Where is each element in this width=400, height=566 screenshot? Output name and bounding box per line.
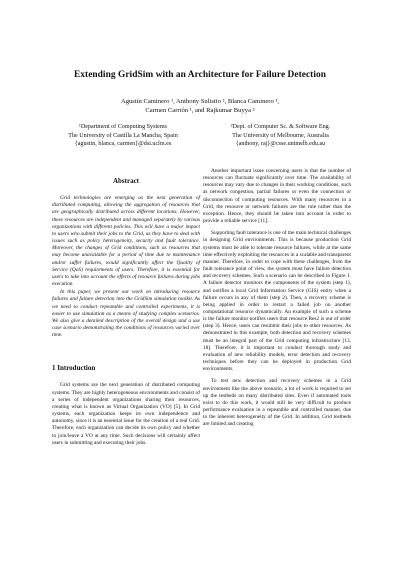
affiliation-email: {anthony, raj}@csse.unimelb.edu.au xyxy=(235,141,326,148)
abstract-paragraph: Grid technologies are emerging as the next generation of distributed computing, allowing the aggregation of resources that are geographically distributed across different locations. However, these resources are independent and managed separately by various organizations with different policies. This will have a major impact to users who submit their jobs to the Grid, as they have to deal with issues such as policy heterogeneity, security and fault tolerance. Moreover, the changes of Grid conditions, such as resources that may become unavailable for a period of time due to maintenance and/or suffer failures, would significantly affect the Quality of Service (QoS) requirements of users. Therefore, it is essential for users to take into account the effects of resource failures during jobs execution. xyxy=(52,195,200,288)
body-paragraph: Grid systems are the next generation of distributed computing systems. They are highly heterogeneous environments and consist of a series of independent organizations sharing their resources, creating what is known as Virtual Organization (VO) [5]. In Grid systems, each organization keeps its own independence and autonomy, since it is an essential issue for the creation of a real Grid. Therefore, each organization can decide its own policy and whether to join/leave a VO at any time. Such decisions will certainly affect users in submitting and executing their jobs. xyxy=(52,382,200,446)
body-paragraph: Another important issue concerning users is that the number of resources can fluctuate significantly over time. The availability of resources may vary due to changes in their working conditions, such as network congestion, partial failures or even the connection or disconnection of computing resources. With many resources in a Grid, the resource or network failures are the rule rather than the exception. Hence, they should be taken into account in order to provide a reliable service [11]. xyxy=(203,168,351,225)
affiliation-melbourne xyxy=(203,123,358,149)
body-paragraph: To test new detection and recovery schemes in a Grid environment like the above scenario, a lot of work is required to set up the testbeds on many distributed sites. Even if automated tools exist to do this work, it would still be very difficult to produce performance evaluation in a repeatable and controlled manner, due to the inherent heterogeneity of the Grid. In addition, Grid testbeds are limited and creating xyxy=(203,378,351,428)
affiliation-line: ²Dept. of Computer Sc. & Software Eng. xyxy=(230,124,331,130)
affiliation-uclm xyxy=(48,123,198,149)
author-list xyxy=(0,97,400,115)
authors-line-1: Agustín Caminero ¹, Anthony Sulistio ², Blanca Caminero ¹, xyxy=(120,98,280,105)
left-column xyxy=(52,178,200,452)
introduction-section xyxy=(52,365,200,447)
section-heading: 1 Introduction xyxy=(52,364,96,373)
abstract xyxy=(52,178,200,339)
authors-line-2: Carmen Carrión ¹, and Rajkumar Buyya ² xyxy=(145,107,255,114)
abstract-paragraph: In this paper, we present our work on introducing resource failures and failure detection into the GridSim simulation toolkit. As we need to conduct repeatable and controlled experiments, it is easier to use simulation as a means of studying complex scenarios. We also give a detailed description of the overall design and a use case scenario demonstrating the conditions of resources varied over time. xyxy=(52,289,200,339)
right-column xyxy=(203,168,351,433)
body-paragraph: Supporting fault tolerance is one of the main technical challenges in designing Grid environments. This is because production Grid systems must be able to tolerate resource failures, while at the same time effectively exploiting the resources in a scalable and transparent manner. Therefore, in order to cope with these challenges, from the fault tolerance point of view, the system must have failure detection and recovery schemes. Such a scenario can be described in Figure 1. A failure detector monitors the components of the system (step 1), and notifies a local Grid Information Service (GIS) entity when a failure occurs in any of them (step 2). Then, a recovery scheme is being applied in order to restart a failed job on another computational resource dynamically. An example of such a scheme is the failure monitor notifies users that resource Res2 is out of order (step 3). Hence, users can resubmit their jobs to other resources. As demonstrated in this example, both detection and recovery schemes must be an integral part of the Grid computing infrastructure [13, 18]. Therefore, it is important to conduct thorough study and evaluation of new reliability models, error detection and recovery techniques before they can be deployed in production Grid environments. xyxy=(203,230,351,373)
affiliation-email: {agustin, blanca, carmen}@dsi.uclm.es xyxy=(74,141,172,148)
paper-title: Extending GridSim with an Architecture for Failure Detection xyxy=(73,70,327,80)
affiliation-line: The University of Melbourne, Australia xyxy=(232,132,329,139)
affiliation-line: The University of Castilla La Mancha, Spain xyxy=(68,132,178,139)
abstract-heading: Abstract xyxy=(112,177,140,185)
affiliation-line: ¹Department of Computing Systems xyxy=(79,124,167,130)
